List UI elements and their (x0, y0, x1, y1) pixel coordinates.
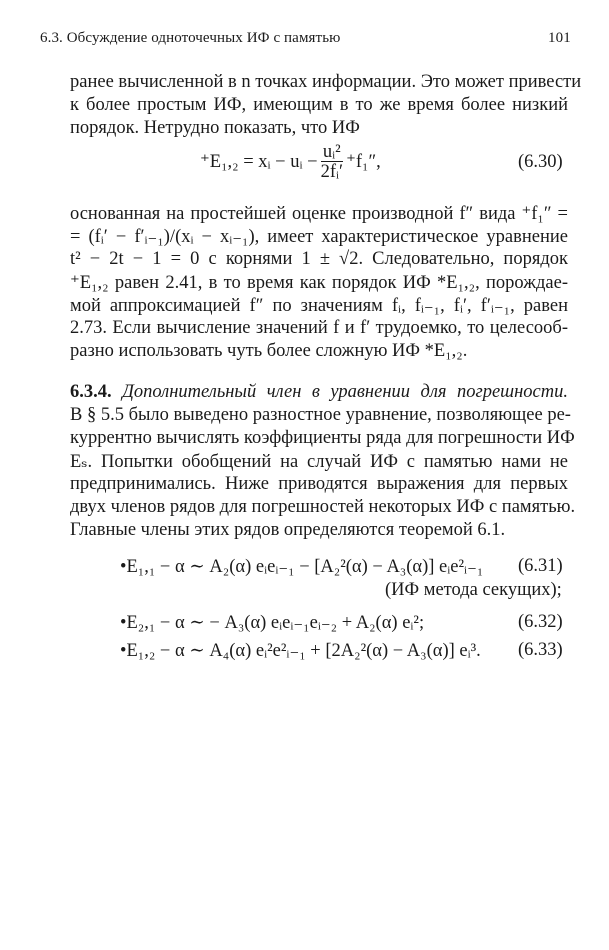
equation-6-31: •E₁,₁ − α ∼ A₂(α) eᵢeᵢ₋₁ − [A₂²(α) − A₃(α)] eᵢe²ᵢ₋₁ (120, 557, 484, 577)
eq-6-30-denominator: 2fᵢ′ (320, 162, 344, 182)
equation-6-33: •E₁,₂ − α ∼ A₄(α) eᵢ²e²ᵢ₋₁ + [2A₂²(α) − A₃(α)] eᵢ³. (120, 641, 481, 661)
para2-line-1: основанная на простейшей оценке производной f″ вида ⁺f₁″ = (70, 204, 568, 224)
eq-6-30-numerator: uᵢ² (321, 143, 343, 162)
eq-6-32-label: (6.32) (518, 612, 563, 632)
para2-line-4: ⁺E₁,₂ равен 2.41, в то время как порядок ИФ *E₁,₂, порождае- (70, 273, 568, 293)
section-title: Дополнительный член в уравнении для погрешности. (122, 382, 568, 402)
section-line-2: куррентно вычислять коэффициенты ряда для погрешности ИФ (70, 428, 575, 448)
section-6-3-4-heading (70, 382, 568, 403)
para1-line-2: к более простым ИФ, имеющим в то же время более низкий (70, 95, 568, 115)
eq-6-30-tail: ⁺f₁″, (346, 151, 381, 172)
para2-line-2: = (fᵢ′ − f′ᵢ₋₁)/(xᵢ − xᵢ₋₁), имеет характеристическое уравнение (70, 227, 568, 247)
para2-line-5: мой аппроксимацией f″ по значениям fᵢ, fᵢ₋₁, fᵢ′, f′ᵢ₋₁, равен (70, 296, 568, 316)
eq-6-31-note: (ИФ метода секущих); (385, 580, 562, 600)
para1-line-1: ранее вычисленной в n точках информации. Это может привести (70, 72, 582, 92)
section-line-4: предпринимались. Ниже приводятся выражения для первых (70, 474, 568, 494)
para2-line-6: 2.73. Если вычисление значений f и f′ трудоемко, то целесооб- (70, 318, 568, 338)
eq-6-30-fraction (321, 143, 343, 182)
running-header-title: 6.3. Обсуждение одноточечных ИФ с памятью (40, 30, 341, 46)
equation-6-32: •E₂,₁ − α ∼ − A₃(α) eᵢeᵢ₋₁eᵢ₋₂ + A₂(α) eᵢ²; (120, 613, 425, 633)
eq-6-30-label: (6.30) (518, 152, 563, 172)
section-number: 6.3.4. (70, 382, 112, 402)
para2-line-7: разно использовать чуть более сложную ИФ *E₁,₂. (70, 341, 468, 361)
para1-line-3: порядок. Нетрудно показать, что ИФ (70, 118, 360, 138)
section-line-3: Eₛ. Попытки обобщений на случай ИФ с памятью нами не (70, 452, 568, 472)
section-line-5: двух членов рядов для погрешностей некоторых ИФ с памятью. (70, 497, 576, 517)
page-number: 101 (548, 30, 571, 46)
eq-6-31-label: (6.31) (518, 556, 563, 576)
para2-line-3: t² − 2t − 1 = 0 с корнями 1 ± √2. Следовательно, порядок (70, 249, 568, 269)
eq-6-33-label: (6.33) (518, 640, 563, 660)
eq-6-30-lhs: ⁺E₁,₂ = xᵢ − uᵢ − (200, 151, 318, 172)
section-line-6: Главные члены этих рядов определяются теоремой 6.1. (70, 520, 506, 540)
equation-6-30 (200, 143, 381, 182)
section-line-1: В § 5.5 было выведено разностное уравнение, позволяющее ре- (70, 405, 571, 425)
